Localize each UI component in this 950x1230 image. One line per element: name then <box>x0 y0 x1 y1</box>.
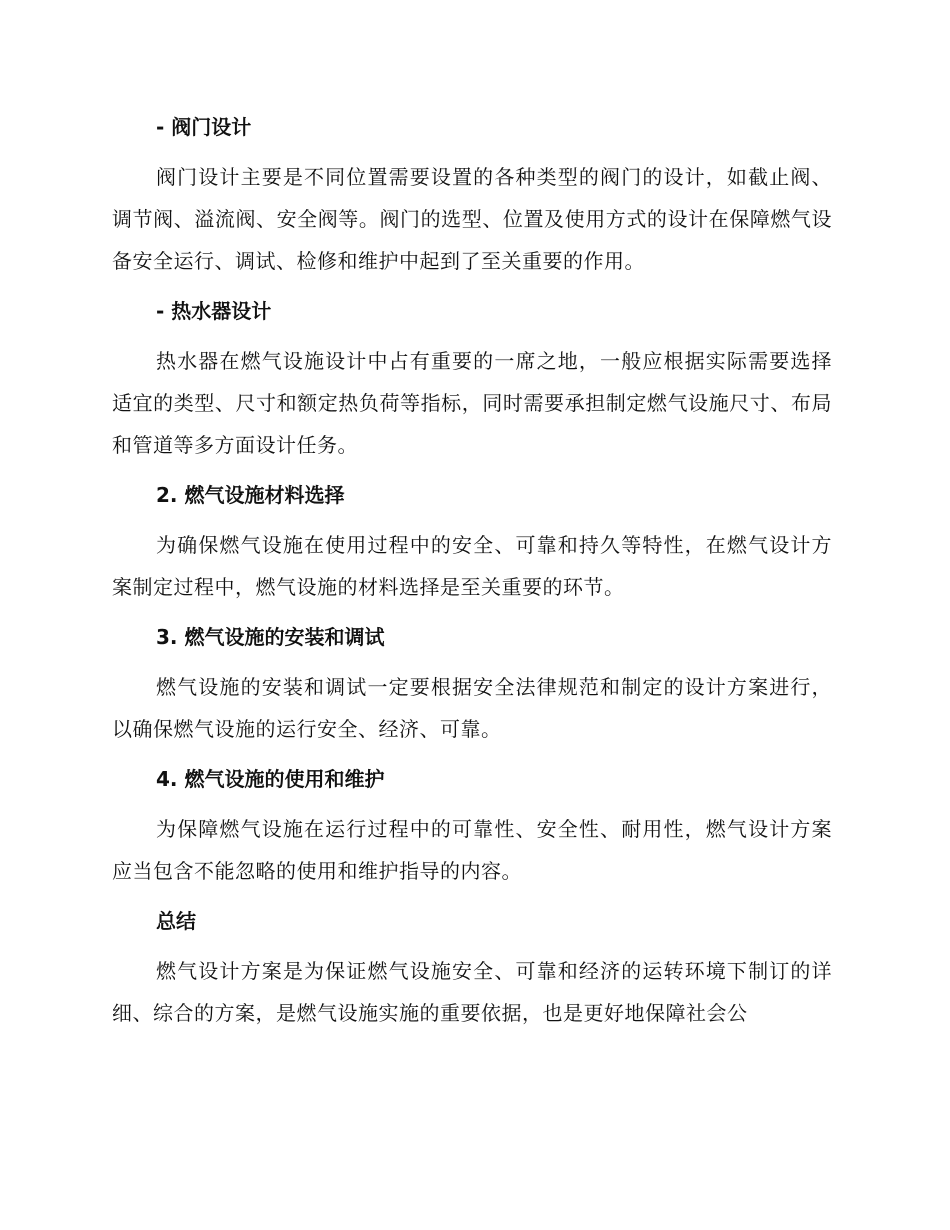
section-heading-summary: 总结 <box>156 909 196 933</box>
section-heading-material-selection: 2. 燃气设施材料选择 <box>156 483 345 507</box>
section-paragraph-use-maintenance: 为保障燃气设施在运行过程中的可靠性、安全性、耐用性，燃气设计方案应当包含不能忽略的使用和维护指导的内容。 <box>112 817 832 883</box>
section-paragraph-summary: 燃气设计方案是为保证燃气设施安全、可靠和经济的运转环境下制订的详细、综合的方案，是燃气设施实施的重要依据，也是更好地保障社会公 <box>112 959 832 1025</box>
section-paragraph-valve-design: 阀门设计主要是不同位置需要设置的各种类型的阀门的设计，如截止阀、调节阀、溢流阀、安全阀等。阀门的选型、位置及使用方式的设计在保障燃气设备安全运行、调试、检修和维护中起到了至关重要的作用。 <box>112 165 832 273</box>
section-heading-valve-design: - 阀门设计 <box>156 115 252 139</box>
section-paragraph-material-selection: 为确保燃气设施在使用过程中的安全、可靠和持久等特性，在燃气设计方案制定过程中，燃气设施的材料选择是至关重要的环节。 <box>112 533 832 599</box>
document-body <box>112 108 832 1044</box>
section-heading-use-maintenance: 4. 燃气设施的使用和维护 <box>156 767 385 791</box>
section-heading-installation-commissioning: 3. 燃气设施的安装和调试 <box>156 625 385 649</box>
section-heading-water-heater-design: - 热水器设计 <box>156 299 272 323</box>
section-paragraph-installation-commissioning: 燃气设施的安装和调试一定要根据安全法律规范和制定的设计方案进行，以确保燃气设施的运行安全、经济、可靠。 <box>112 675 832 741</box>
section-paragraph-water-heater-design: 热水器在燃气设施设计中占有重要的一席之地，一般应根据实际需要选择适宜的类型、尺寸和额定热负荷等指标，同时需要承担制定燃气设施尺寸、布局和管道等多方面设计任务。 <box>112 349 832 457</box>
